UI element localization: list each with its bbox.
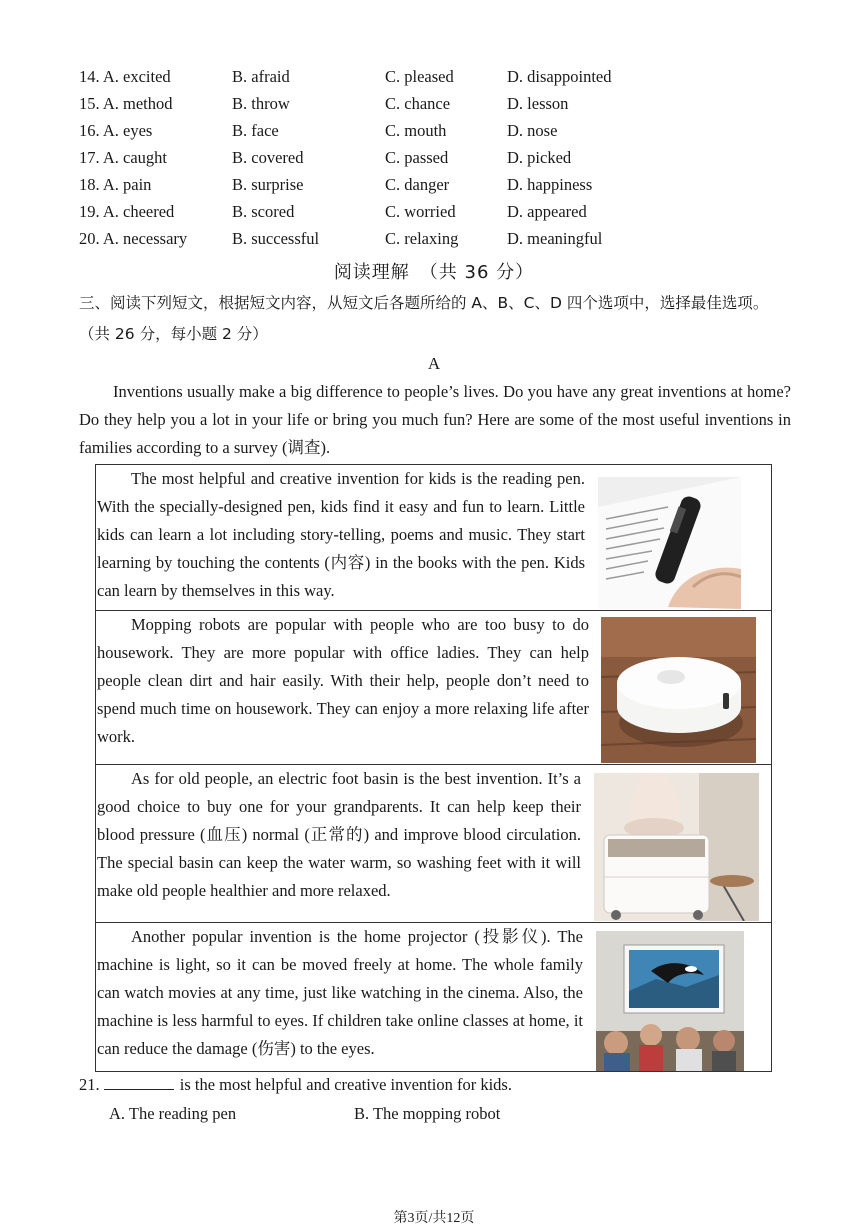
option-a (79, 121, 152, 141)
question-number: 18. (79, 175, 100, 194)
option-d: D. meaningful (507, 229, 603, 248)
option-b: B. scored (232, 202, 295, 221)
question-number: 17. (79, 148, 100, 167)
question-stem: is the most helpful and creative invention for kids. (179, 1075, 512, 1094)
table-row (96, 611, 771, 765)
option-c: C. danger (385, 175, 450, 194)
option-b: B. The mopping robot (354, 1104, 501, 1123)
option-d: D. appeared (507, 202, 587, 221)
inventions-table (95, 464, 772, 1072)
mopping-robot-photo (601, 617, 756, 763)
section-title: 阅读理解 （共 36 分） (333, 262, 535, 283)
option-text: A. pain (102, 175, 152, 194)
option-c: C. chance (385, 94, 451, 113)
option-b: B. throw (232, 94, 290, 113)
option-c: C. pleased (385, 67, 454, 86)
option-b: B. surprise (232, 175, 304, 194)
option-text: A. necessary (102, 229, 188, 248)
page-footer: 第3页/共12页 (393, 1211, 475, 1226)
option-c: C. mouth (385, 121, 447, 140)
row-text: The most helpful and creative invention for kids is the reading pen. With the specially-designed pen, kids find it easy and fun to learn. Little kids can learn a lot including story-telling, poems and music. They start learning by touching the contents (内容) in the books with the pen. Kids can learn by themselves in this way. (97, 469, 585, 600)
passage-intro: Inventions usually make a big difference to people’s lives. Do you have any great inventions at home? Do they help you a lot in your life or bring you much fun? Here are some of the most useful inventions in families according to a survey (调查). (79, 382, 791, 457)
question-number: 15. (79, 94, 100, 113)
option-b: B. successful (232, 229, 320, 248)
row-text: Another popular invention is the home projector (投影仪). The machine is light, so it can be moved freely at home. The whole family can watch movies at any time, just like watching in the cinema. Also, the machine is less harmful to eyes. If children take online classes at home, it can reduce the damage (伤害) to the eyes. (97, 927, 583, 1058)
option-a (79, 175, 151, 195)
reading-pen-photo (598, 477, 741, 609)
option-d: D. happiness (507, 175, 593, 194)
option-text: A. method (102, 94, 173, 113)
answer-blank (104, 1075, 174, 1090)
option-b: B. covered (232, 148, 304, 167)
question-number: 21. (79, 1075, 100, 1094)
option-a (79, 94, 173, 114)
option-a: A. The reading pen (109, 1104, 237, 1123)
option-text: A. caught (102, 148, 167, 167)
option-c: C. worried (385, 202, 456, 221)
option-b: B. afraid (232, 67, 290, 86)
table-row (96, 465, 771, 611)
passage-label: A (427, 354, 441, 373)
row-text: Mopping robots are popular with people who are too busy to do housework. They are more popular with office ladies. They can help people clean dirt and hair easily. With their help, people don’t need to spend much time on housework. They can enjoy a more relaxing life after work. (97, 615, 589, 746)
option-c: C. passed (385, 148, 449, 167)
option-d: D. nose (507, 121, 558, 140)
question-number: 16. (79, 121, 100, 140)
home-projector-photo (596, 931, 744, 1071)
row-text: As for old people, an electric foot basin is the best invention. It’s a good choice to buy one for your grandparents. It can help keep their blood pressure (血压) normal (正常的) and improve blood circulation. The special basin can keep the water warm, so washing feet with it will make old people healthier and more relaxed. (97, 769, 581, 900)
question-21 (79, 1075, 512, 1095)
section-instructions: 三、阅读下列短文，根据短文内容，从短文后各题所给的 A、B、C、D 四个选项中，选择最佳选项。（共 26 分，每小题 2 分） (79, 294, 769, 343)
question-number: 20. (79, 229, 100, 248)
option-a (79, 67, 171, 87)
option-text: A. eyes (102, 121, 153, 140)
question-number: 14. (79, 67, 100, 86)
option-a (79, 148, 167, 168)
option-text: A. cheered (102, 202, 175, 221)
option-a (79, 202, 174, 222)
option-d: D. picked (507, 148, 572, 167)
option-c: C. relaxing (385, 229, 459, 248)
option-text: A. excited (102, 67, 171, 86)
foot-basin-photo (594, 773, 759, 921)
table-row (96, 923, 771, 1073)
table-row (96, 765, 771, 923)
option-b: B. face (232, 121, 279, 140)
question-number: 19. (79, 202, 100, 221)
option-a (79, 229, 187, 249)
option-d: D. lesson (507, 94, 569, 113)
option-d: D. disappointed (507, 67, 612, 86)
